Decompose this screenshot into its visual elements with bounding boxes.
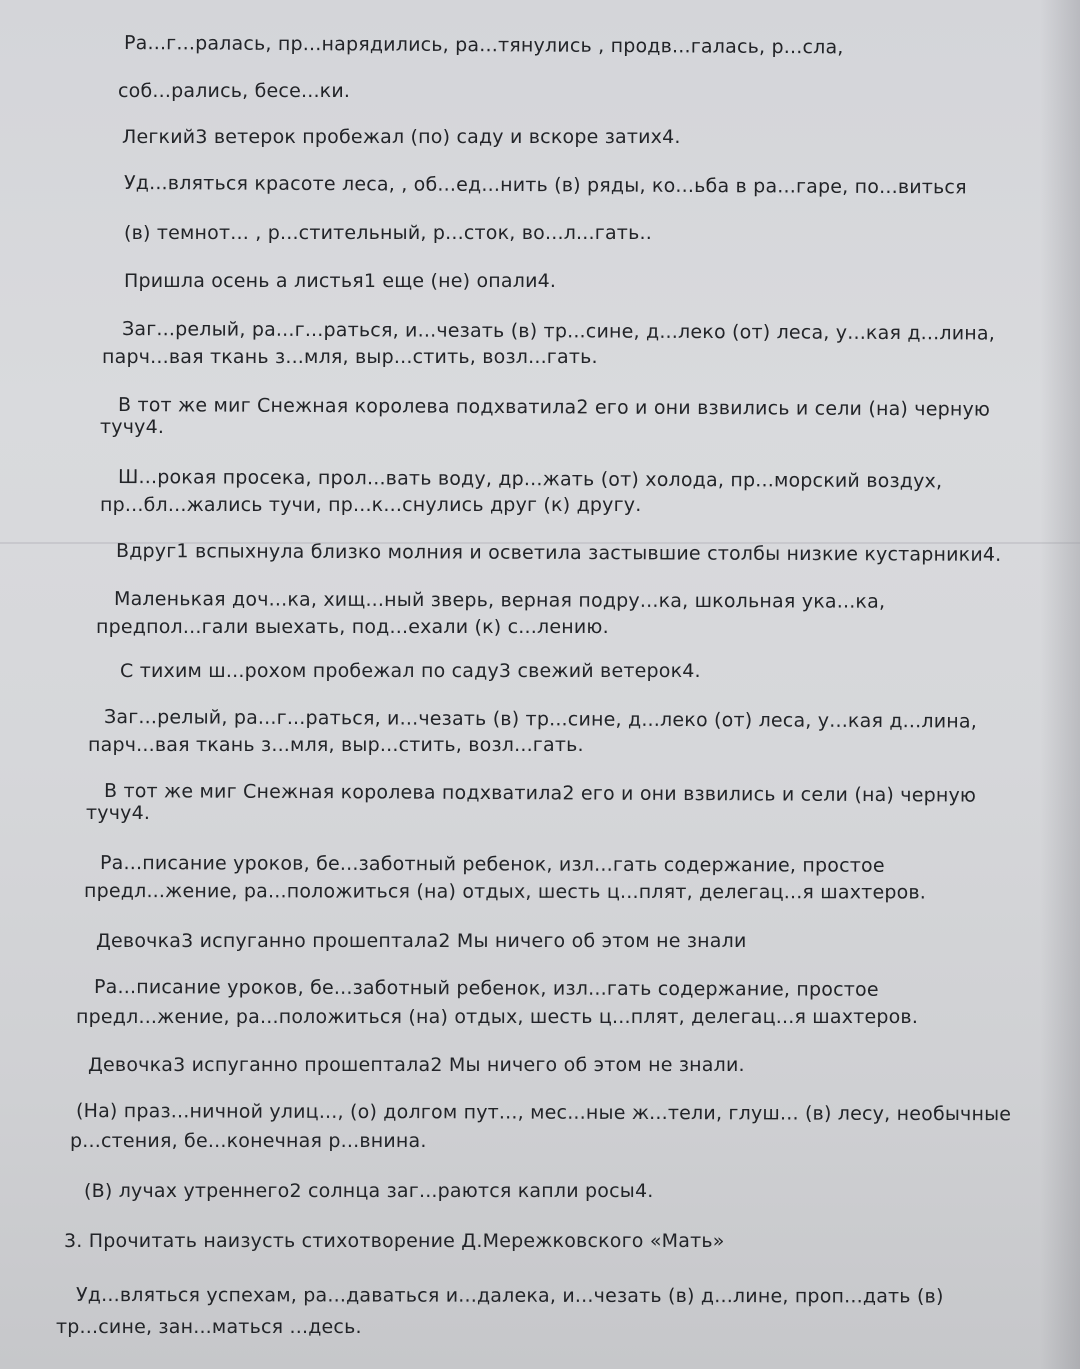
text-line-24: Ра...писание уроков, бе...заботный ребенок, изл...гать содержание, простое <box>93 976 879 1001</box>
text-line-1: Ра...г...ралась, пр...нарядились, ра...тянулись , продв...галась, р...сла, <box>123 32 844 59</box>
text-line-29: (В) лучах утреннего2 солнца заг...раются капли росы4. <box>84 1180 654 1202</box>
page-edge-shadow <box>1040 0 1080 1369</box>
text-line-27: (На) праз...ничной улиц..., (о) долгом пут..., мес...ные ж...тели, глуш... (в) лесу, необычные <box>75 1100 1012 1126</box>
text-line-9: В тот же миг Снежная королева подхватила2 его и они взвились и сели (на) черную <box>117 394 991 421</box>
text-line-22: предл...жение, ра...положиться (на) отдых, шесть ц...плят, делегац...я шахтеров. <box>83 880 927 904</box>
text-line-28: р...стения, бе...конечная р...внина. <box>70 1130 427 1152</box>
text-line-21: Ра...писание уроков, бе...заботный ребенок, изл...гать содержание, простое <box>99 852 885 877</box>
text-line-14: Маленькая доч...ка, хищ...ный зверь, верная подру...ка, школьная ука...ка, <box>113 588 886 613</box>
text-line-17: Заг...релый, ра...г...раться, и...чезать (в) тр...сине, д...леко (от) леса, у...кая д...лина, <box>103 706 978 733</box>
text-line-3: Легкий3 ветерок пробежал (по) саду и вскоре затих4. <box>122 126 681 148</box>
text-line-26: Девочка3 испуганно прошептала2 Мы ничего об этом не знали. <box>88 1054 745 1076</box>
text-line-32: тр...сине, зан...маться ...десь. <box>56 1316 362 1338</box>
text-line-19: В тот же миг Снежная королева подхватила2 его и они взвились и сели (на) черную <box>103 780 977 807</box>
text-line-23: Девочка3 испуганно прошептала2 Мы ничего об этом не знали <box>96 930 747 952</box>
text-line-13: Вдруг1 вспыхнула близко молния и осветила застывшие столбы низкие кустарники4. <box>115 540 1002 566</box>
text-line-20: тучу4. <box>86 802 151 824</box>
text-line-12: пр...бл...жались тучи, пр...к...снулись друг (к) другу. <box>100 494 642 516</box>
text-line-18: парч...вая ткань з...мля, выр...стить, возл...гать. <box>88 734 584 756</box>
text-line-31: Уд...вляться успехам, ра...даваться и...далека, и...чезать (в) д...лине, проп...дать (в) <box>75 1284 944 1308</box>
text-line-4: Уд...вляться красоте леса, , об...ед...нить (в) ряды, ко...ьба в ра...гаре, по...виться <box>123 172 967 199</box>
task-heading: 3. Прочитать наизусть стихотворение Д.Мережковского «Мать» <box>64 1230 725 1252</box>
text-line-25: предл...жение, ра...положиться (на) отдых, шесть ц...плят, делегац...я шахтеров. <box>76 1006 919 1028</box>
text-line-8: парч...вая ткань з...мля, выр...стить, возл...гать. <box>102 346 598 368</box>
text-line-10: тучу4. <box>100 416 165 438</box>
text-line-16: С тихим ш...рохом пробежал по саду3 свежий ветерок4. <box>120 660 701 682</box>
text-line-5: (в) темнот... , р...стительный, р...сток, во...л...гать.. <box>124 222 652 244</box>
text-line-2: соб...рались, бесе...ки. <box>118 80 351 102</box>
text-line-7: Заг...релый, ра...г...раться, и...чезать (в) тр...сине, д...леко (от) леса, у...кая д...лина, <box>121 318 996 345</box>
text-line-11: Ш...рокая просека, прол...вать воду, др...жать (от) холода, пр...морский воздух, <box>117 466 943 493</box>
text-line-15: предпол...гали выехать, под...ехали (к) с...лению. <box>96 616 609 638</box>
text-line-6: Пришла осень а листья1 еще (не) опали4. <box>124 270 557 292</box>
